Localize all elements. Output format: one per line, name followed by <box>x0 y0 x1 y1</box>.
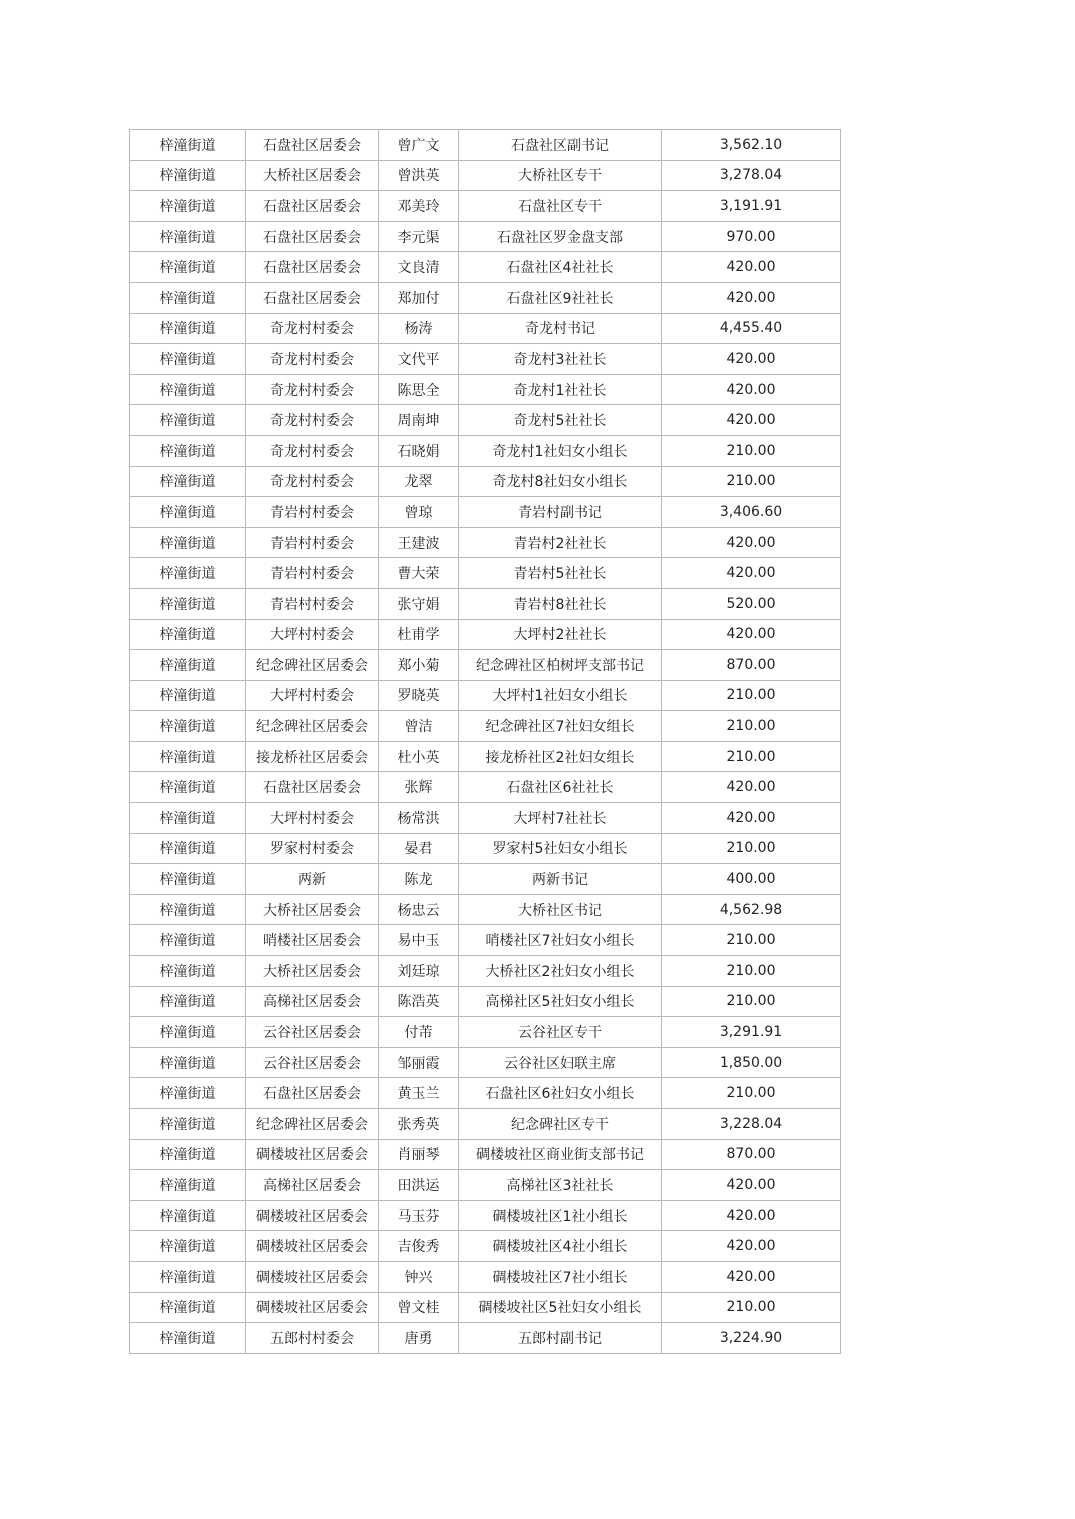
street-cell: 梓潼街道 <box>130 1170 246 1201</box>
table-row <box>130 282 841 313</box>
committee-cell: 奇龙村村委会 <box>246 374 379 405</box>
committee-cell: 奇龙村村委会 <box>246 405 379 436</box>
street-cell: 梓潼街道 <box>130 956 246 987</box>
table-row <box>130 1170 841 1201</box>
amount-cell: 870.00 <box>662 650 841 681</box>
street-cell: 梓潼街道 <box>130 1323 246 1354</box>
committee-cell: 接龙桥社区居委会 <box>246 741 379 772</box>
amount-cell: 3,224.90 <box>662 1323 841 1354</box>
amount-cell: 400.00 <box>662 864 841 895</box>
position-cell: 大坪村2社社长 <box>459 619 662 650</box>
street-cell: 梓潼街道 <box>130 374 246 405</box>
table-row <box>130 1200 841 1231</box>
committee-cell: 青岩村村委会 <box>246 497 379 528</box>
table-row <box>130 1323 841 1354</box>
street-cell: 梓潼街道 <box>130 588 246 619</box>
committee-cell: 高梯社区居委会 <box>246 1170 379 1201</box>
position-cell: 大坪村1社妇女小组长 <box>459 680 662 711</box>
amount-cell: 210.00 <box>662 986 841 1017</box>
amount-cell: 420.00 <box>662 619 841 650</box>
name-cell: 郑加付 <box>379 282 459 313</box>
amount-cell: 3,291.91 <box>662 1017 841 1048</box>
committee-cell: 碉楼坡社区居委会 <box>246 1292 379 1323</box>
committee-cell: 云谷社区居委会 <box>246 1017 379 1048</box>
committee-cell: 石盘社区居委会 <box>246 252 379 283</box>
table-row <box>130 956 841 987</box>
street-cell: 梓潼街道 <box>130 527 246 558</box>
position-cell: 碉楼坡社区5社妇女小组长 <box>459 1292 662 1323</box>
committee-cell: 石盘社区居委会 <box>246 191 379 222</box>
committee-cell: 碉楼坡社区居委会 <box>246 1200 379 1231</box>
roster-table <box>129 129 841 1354</box>
name-cell: 王建波 <box>379 527 459 558</box>
committee-cell: 大坪村村委会 <box>246 619 379 650</box>
table-row <box>130 986 841 1017</box>
committee-cell: 碉楼坡社区居委会 <box>246 1261 379 1292</box>
amount-cell: 210.00 <box>662 833 841 864</box>
name-cell: 杨常洪 <box>379 803 459 834</box>
table-row <box>130 925 841 956</box>
table-row <box>130 313 841 344</box>
position-cell: 碉楼坡社区商业街支部书记 <box>459 1139 662 1170</box>
position-cell: 云谷社区妇联主席 <box>459 1047 662 1078</box>
amount-cell: 210.00 <box>662 435 841 466</box>
position-cell: 石盘社区9社社长 <box>459 282 662 313</box>
amount-cell: 420.00 <box>662 1200 841 1231</box>
amount-cell: 3,191.91 <box>662 191 841 222</box>
amount-cell: 1,850.00 <box>662 1047 841 1078</box>
name-cell: 刘廷琼 <box>379 956 459 987</box>
table-row <box>130 221 841 252</box>
name-cell: 黄玉兰 <box>379 1078 459 1109</box>
amount-cell: 970.00 <box>662 221 841 252</box>
table-row <box>130 160 841 191</box>
committee-cell: 大桥社区居委会 <box>246 160 379 191</box>
amount-cell: 420.00 <box>662 374 841 405</box>
table-row <box>130 588 841 619</box>
street-cell: 梓潼街道 <box>130 894 246 925</box>
committee-cell: 青岩村村委会 <box>246 527 379 558</box>
amount-cell: 210.00 <box>662 680 841 711</box>
street-cell: 梓潼街道 <box>130 925 246 956</box>
street-cell: 梓潼街道 <box>130 1078 246 1109</box>
street-cell: 梓潼街道 <box>130 558 246 589</box>
name-cell: 吉俊秀 <box>379 1231 459 1262</box>
committee-cell: 石盘社区居委会 <box>246 1078 379 1109</box>
committee-cell: 大桥社区居委会 <box>246 956 379 987</box>
name-cell: 曾琼 <box>379 497 459 528</box>
committee-cell: 青岩村村委会 <box>246 558 379 589</box>
committee-cell: 青岩村村委会 <box>246 588 379 619</box>
street-cell: 梓潼街道 <box>130 833 246 864</box>
amount-cell: 4,562.98 <box>662 894 841 925</box>
position-cell: 大桥社区书记 <box>459 894 662 925</box>
table-row <box>130 803 841 834</box>
position-cell: 高梯社区3社社长 <box>459 1170 662 1201</box>
amount-cell: 210.00 <box>662 1078 841 1109</box>
name-cell: 李元渠 <box>379 221 459 252</box>
amount-cell: 3,278.04 <box>662 160 841 191</box>
table-row <box>130 1109 841 1140</box>
position-cell: 大坪村7社社长 <box>459 803 662 834</box>
position-cell: 哨楼社区7社妇女小组长 <box>459 925 662 956</box>
amount-cell: 210.00 <box>662 956 841 987</box>
position-cell: 碉楼坡社区1社小组长 <box>459 1200 662 1231</box>
name-cell: 田洪运 <box>379 1170 459 1201</box>
street-cell: 梓潼街道 <box>130 313 246 344</box>
street-cell: 梓潼街道 <box>130 1017 246 1048</box>
position-cell: 石盘社区副书记 <box>459 130 662 161</box>
table-row <box>130 405 841 436</box>
committee-cell: 石盘社区居委会 <box>246 221 379 252</box>
table-row <box>130 527 841 558</box>
amount-cell: 3,562.10 <box>662 130 841 161</box>
position-cell: 青岩村副书记 <box>459 497 662 528</box>
position-cell: 碉楼坡社区4社小组长 <box>459 1231 662 1262</box>
position-cell: 奇龙村3社社长 <box>459 344 662 375</box>
amount-cell: 420.00 <box>662 527 841 558</box>
street-cell: 梓潼街道 <box>130 1109 246 1140</box>
street-cell: 梓潼街道 <box>130 650 246 681</box>
position-cell: 青岩村2社社长 <box>459 527 662 558</box>
committee-cell: 大坪村村委会 <box>246 680 379 711</box>
name-cell: 易中玉 <box>379 925 459 956</box>
amount-cell: 210.00 <box>662 925 841 956</box>
table-row <box>130 864 841 895</box>
table-row <box>130 1261 841 1292</box>
committee-cell: 高梯社区居委会 <box>246 986 379 1017</box>
amount-cell: 420.00 <box>662 405 841 436</box>
street-cell: 梓潼街道 <box>130 864 246 895</box>
position-cell: 纪念碑社区柏树坪支部书记 <box>459 650 662 681</box>
table-row <box>130 1292 841 1323</box>
name-cell: 陈浩英 <box>379 986 459 1017</box>
committee-cell: 五郎村村委会 <box>246 1323 379 1354</box>
table-row <box>130 1139 841 1170</box>
street-cell: 梓潼街道 <box>130 160 246 191</box>
position-cell: 石盘社区6社妇女小组长 <box>459 1078 662 1109</box>
committee-cell: 石盘社区居委会 <box>246 130 379 161</box>
street-cell: 梓潼街道 <box>130 466 246 497</box>
committee-cell: 奇龙村村委会 <box>246 466 379 497</box>
position-cell: 高梯社区5社妇女小组长 <box>459 986 662 1017</box>
table-row <box>130 1047 841 1078</box>
position-cell: 罗家村5社妇女小组长 <box>459 833 662 864</box>
street-cell: 梓潼街道 <box>130 282 246 313</box>
position-cell: 大桥社区2社妇女小组长 <box>459 956 662 987</box>
amount-cell: 210.00 <box>662 741 841 772</box>
name-cell: 肖丽琴 <box>379 1139 459 1170</box>
table-row <box>130 711 841 742</box>
name-cell: 文代平 <box>379 344 459 375</box>
street-cell: 梓潼街道 <box>130 130 246 161</box>
table-row <box>130 1078 841 1109</box>
amount-cell: 420.00 <box>662 1231 841 1262</box>
amount-cell: 3,228.04 <box>662 1109 841 1140</box>
street-cell: 梓潼街道 <box>130 1231 246 1262</box>
table-row <box>130 191 841 222</box>
position-cell: 奇龙村5社社长 <box>459 405 662 436</box>
position-cell: 两新书记 <box>459 864 662 895</box>
committee-cell: 碉楼坡社区居委会 <box>246 1231 379 1262</box>
name-cell: 付芾 <box>379 1017 459 1048</box>
amount-cell: 210.00 <box>662 1292 841 1323</box>
street-cell: 梓潼街道 <box>130 1292 246 1323</box>
name-cell: 邹丽霞 <box>379 1047 459 1078</box>
table-row <box>130 435 841 466</box>
name-cell: 郑小菊 <box>379 650 459 681</box>
name-cell: 唐勇 <box>379 1323 459 1354</box>
committee-cell: 奇龙村村委会 <box>246 435 379 466</box>
street-cell: 梓潼街道 <box>130 803 246 834</box>
name-cell: 曾洁 <box>379 711 459 742</box>
table-row <box>130 130 841 161</box>
street-cell: 梓潼街道 <box>130 986 246 1017</box>
position-cell: 纪念碑社区专干 <box>459 1109 662 1140</box>
committee-cell: 石盘社区居委会 <box>246 772 379 803</box>
table-row <box>130 466 841 497</box>
street-cell: 梓潼街道 <box>130 711 246 742</box>
committee-cell: 奇龙村村委会 <box>246 313 379 344</box>
street-cell: 梓潼街道 <box>130 221 246 252</box>
position-cell: 大桥社区专干 <box>459 160 662 191</box>
position-cell: 云谷社区专干 <box>459 1017 662 1048</box>
amount-cell: 520.00 <box>662 588 841 619</box>
name-cell: 陈思全 <box>379 374 459 405</box>
position-cell: 石盘社区专干 <box>459 191 662 222</box>
committee-cell: 纪念碑社区居委会 <box>246 1109 379 1140</box>
committee-cell: 纪念碑社区居委会 <box>246 650 379 681</box>
committee-cell: 云谷社区居委会 <box>246 1047 379 1078</box>
committee-cell: 两新 <box>246 864 379 895</box>
position-cell: 奇龙村书记 <box>459 313 662 344</box>
table-row <box>130 1017 841 1048</box>
name-cell: 龙翠 <box>379 466 459 497</box>
amount-cell: 420.00 <box>662 344 841 375</box>
name-cell: 杨忠云 <box>379 894 459 925</box>
name-cell: 曹大荣 <box>379 558 459 589</box>
position-cell: 奇龙村8社妇女小组长 <box>459 466 662 497</box>
committee-cell: 石盘社区居委会 <box>246 282 379 313</box>
table-row <box>130 619 841 650</box>
committee-cell: 罗家村村委会 <box>246 833 379 864</box>
street-cell: 梓潼街道 <box>130 1200 246 1231</box>
position-cell: 石盘社区罗金盘支部 <box>459 221 662 252</box>
position-cell: 石盘社区6社社长 <box>459 772 662 803</box>
table-row <box>130 650 841 681</box>
name-cell: 文良清 <box>379 252 459 283</box>
name-cell: 晏君 <box>379 833 459 864</box>
position-cell: 奇龙村1社妇女小组长 <box>459 435 662 466</box>
position-cell: 碉楼坡社区7社小组长 <box>459 1261 662 1292</box>
table-row <box>130 741 841 772</box>
name-cell: 马玉芬 <box>379 1200 459 1231</box>
amount-cell: 210.00 <box>662 466 841 497</box>
street-cell: 梓潼街道 <box>130 497 246 528</box>
position-cell: 接龙桥社区2社妇女组长 <box>459 741 662 772</box>
table-row <box>130 772 841 803</box>
committee-cell: 大桥社区居委会 <box>246 894 379 925</box>
street-cell: 梓潼街道 <box>130 741 246 772</box>
name-cell: 周南坤 <box>379 405 459 436</box>
table-row <box>130 497 841 528</box>
table-row <box>130 374 841 405</box>
committee-cell: 奇龙村村委会 <box>246 344 379 375</box>
amount-cell: 420.00 <box>662 282 841 313</box>
street-cell: 梓潼街道 <box>130 1261 246 1292</box>
name-cell: 杨涛 <box>379 313 459 344</box>
amount-cell: 420.00 <box>662 772 841 803</box>
street-cell: 梓潼街道 <box>130 252 246 283</box>
name-cell: 曾文桂 <box>379 1292 459 1323</box>
roster-table-body <box>130 130 841 1354</box>
position-cell: 青岩村5社社长 <box>459 558 662 589</box>
committee-cell: 碉楼坡社区居委会 <box>246 1139 379 1170</box>
name-cell: 石晓娟 <box>379 435 459 466</box>
amount-cell: 420.00 <box>662 1261 841 1292</box>
name-cell: 罗晓英 <box>379 680 459 711</box>
amount-cell: 420.00 <box>662 1170 841 1201</box>
name-cell: 杜甫学 <box>379 619 459 650</box>
street-cell: 梓潼街道 <box>130 1047 246 1078</box>
amount-cell: 3,406.60 <box>662 497 841 528</box>
street-cell: 梓潼街道 <box>130 1139 246 1170</box>
position-cell: 青岩村8社社长 <box>459 588 662 619</box>
table-row <box>130 558 841 589</box>
name-cell: 曾洪英 <box>379 160 459 191</box>
amount-cell: 420.00 <box>662 803 841 834</box>
table-row <box>130 680 841 711</box>
amount-cell: 4,455.40 <box>662 313 841 344</box>
position-cell: 石盘社区4社社长 <box>459 252 662 283</box>
table-row <box>130 252 841 283</box>
position-cell: 奇龙村1社社长 <box>459 374 662 405</box>
name-cell: 陈龙 <box>379 864 459 895</box>
table-row <box>130 894 841 925</box>
street-cell: 梓潼街道 <box>130 405 246 436</box>
name-cell: 张辉 <box>379 772 459 803</box>
table-row <box>130 833 841 864</box>
street-cell: 梓潼街道 <box>130 619 246 650</box>
street-cell: 梓潼街道 <box>130 435 246 466</box>
position-cell: 五郎村副书记 <box>459 1323 662 1354</box>
name-cell: 曾广文 <box>379 130 459 161</box>
committee-cell: 大坪村村委会 <box>246 803 379 834</box>
name-cell: 张秀英 <box>379 1109 459 1140</box>
amount-cell: 420.00 <box>662 558 841 589</box>
position-cell: 纪念碑社区7社妇女组长 <box>459 711 662 742</box>
street-cell: 梓潼街道 <box>130 344 246 375</box>
committee-cell: 哨楼社区居委会 <box>246 925 379 956</box>
committee-cell: 纪念碑社区居委会 <box>246 711 379 742</box>
street-cell: 梓潼街道 <box>130 680 246 711</box>
name-cell: 杜小英 <box>379 741 459 772</box>
amount-cell: 870.00 <box>662 1139 841 1170</box>
amount-cell: 420.00 <box>662 252 841 283</box>
amount-cell: 210.00 <box>662 711 841 742</box>
table-row <box>130 1231 841 1262</box>
street-cell: 梓潼街道 <box>130 772 246 803</box>
street-cell: 梓潼街道 <box>130 191 246 222</box>
name-cell: 钟兴 <box>379 1261 459 1292</box>
name-cell: 邓美玲 <box>379 191 459 222</box>
table-row <box>130 344 841 375</box>
name-cell: 张守娟 <box>379 588 459 619</box>
